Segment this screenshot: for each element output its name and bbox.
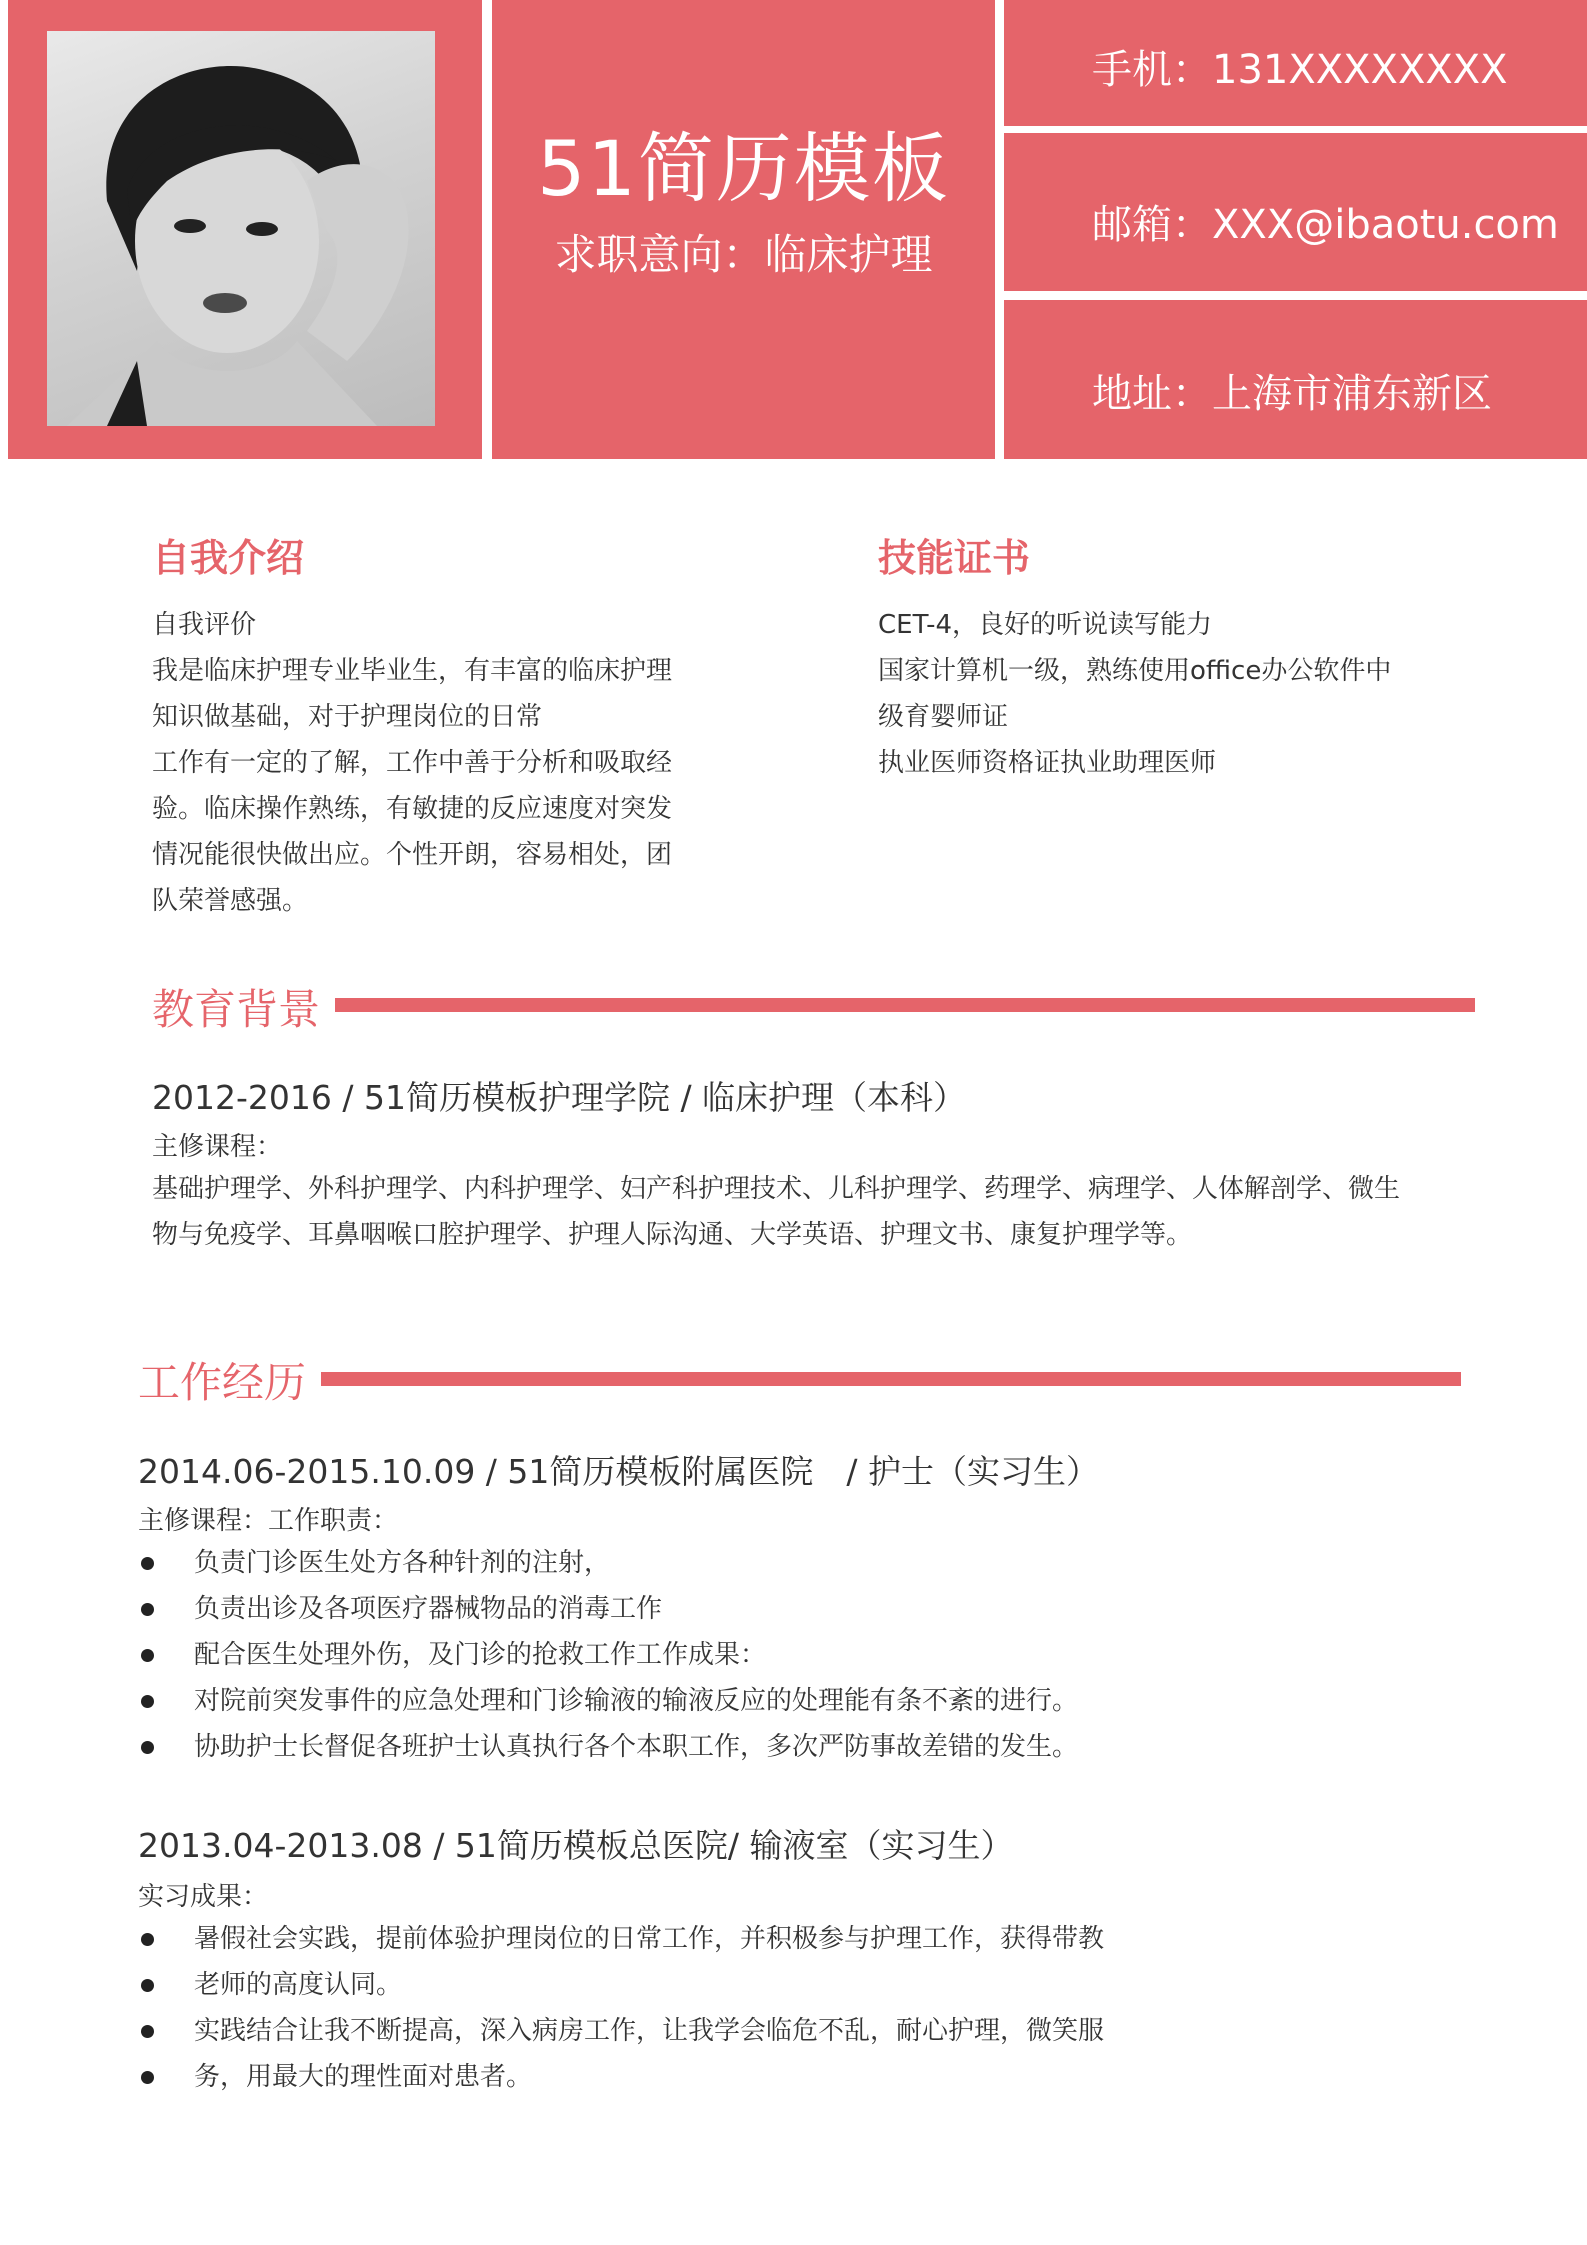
skills-list — [878, 602, 1391, 786]
contact-phone — [1004, 0, 1587, 126]
list-item: 对院前突发事件的应急处理和门诊输液的输液反应的处理能有条不紊的进行。 — [138, 1678, 1078, 1724]
list-item: 老师的高度认同。 — [138, 1962, 1104, 2008]
work-rule — [321, 1372, 1461, 1386]
phone-text: 手机：131XXXXXXXX — [1092, 47, 1508, 93]
self-intro-line: 队荣誉感强。 — [152, 886, 309, 916]
list-item: 务，用最大的理性面对患者。 — [138, 2054, 1104, 2100]
self-intro-line: 情况能很快做出应。个性开朗，容易相处，团 — [152, 840, 673, 870]
candidate-name: 51简历模板 — [537, 124, 950, 213]
profile-photo — [47, 31, 435, 426]
self-intro-line: 知识做基础，对于护理岗位的日常 — [152, 702, 543, 732]
job-1-duties — [138, 1540, 1078, 1770]
list-item: 配合医生处理外伤，及门诊的抢救工作工作成果： — [138, 1632, 1078, 1678]
skills-heading: 技能证书 — [878, 536, 1031, 580]
skill-item: 国家计算机一级，熟练使用office办公软件中 — [878, 656, 1392, 686]
email-text: 邮箱：XXX@ibaotu.com — [1092, 202, 1559, 248]
list-item: 暑假社会实践，提前体验护理岗位的日常工作，并积极参与护理工作，获得带教 — [138, 1916, 1104, 1962]
job-intent: 求职意向：临床护理 — [554, 230, 933, 279]
skill-item: 执业医师资格证执业助理医师 — [878, 748, 1217, 778]
courses-label: 主修课程： — [152, 1132, 283, 1162]
skill-item: 级育婴师证 — [878, 702, 1009, 732]
skill-item: CET-4，良好的听说读写能力 — [878, 610, 1213, 640]
job-2-head: 2013.04-2013.08 / 51简历模板总医院/ 输液室（实习生） — [138, 1826, 1014, 1865]
job-1-label: 主修课程：工作职责： — [138, 1506, 399, 1536]
photo-frame — [8, 0, 482, 459]
list-item: 负责出诊及各项医疗器械物品的消毒工作 — [138, 1586, 1078, 1632]
contact-address — [1004, 300, 1587, 459]
education-entry: 2012-2016 / 51简历模板护理学院 / 临床护理（本科） — [152, 1078, 967, 1117]
job-1-head: 2014.06-2015.10.09 / 51简历模板附属医院 / 护士（实习生） — [138, 1452, 1100, 1491]
title-block — [492, 0, 995, 459]
courses-line: 基础护理学、外科护理学、内科护理学、妇产科护理技术、儿科护理学、药理学、病理学、人体解剖学、微生 — [152, 1174, 1401, 1204]
self-intro-text — [152, 602, 672, 924]
list-item: 实践结合让我不断提高，深入病房工作，让我学会临危不乱，耐心护理，微笑服 — [138, 2008, 1104, 2054]
self-intro-line: 我是临床护理专业毕业生，有丰富的临床护理 — [152, 656, 673, 686]
courses-text — [152, 1166, 1400, 1258]
work-heading: 工作经历 — [138, 1358, 307, 1407]
list-item: 协助护士长督促各班护士认真执行各个本职工作，多次严防事故差错的发生。 — [138, 1724, 1078, 1770]
self-intro-line: 验。临床操作熟练，有敏捷的反应速度对突发 — [152, 794, 673, 824]
job-2-label: 实习成果： — [138, 1882, 269, 1912]
job-2-results — [138, 1916, 1104, 2100]
portrait-illustration — [47, 31, 435, 426]
self-intro-line: 自我评价 — [152, 610, 257, 640]
education-rule — [335, 998, 1475, 1012]
courses-line: 物与免疫学、耳鼻咽喉口腔护理学、护理人际沟通、大学英语、护理文书、康复护理学等。 — [152, 1220, 1193, 1250]
self-intro-heading: 自我介绍 — [152, 536, 305, 580]
address-text: 地址：上海市浦东新区 — [1092, 371, 1492, 417]
list-item: 负责门诊医生处方各种针剂的注射， — [138, 1540, 1078, 1586]
education-heading: 教育背景 — [152, 985, 321, 1034]
contact-email — [1004, 133, 1587, 291]
self-intro-line: 工作有一定的了解，工作中善于分析和吸取经 — [152, 748, 673, 778]
